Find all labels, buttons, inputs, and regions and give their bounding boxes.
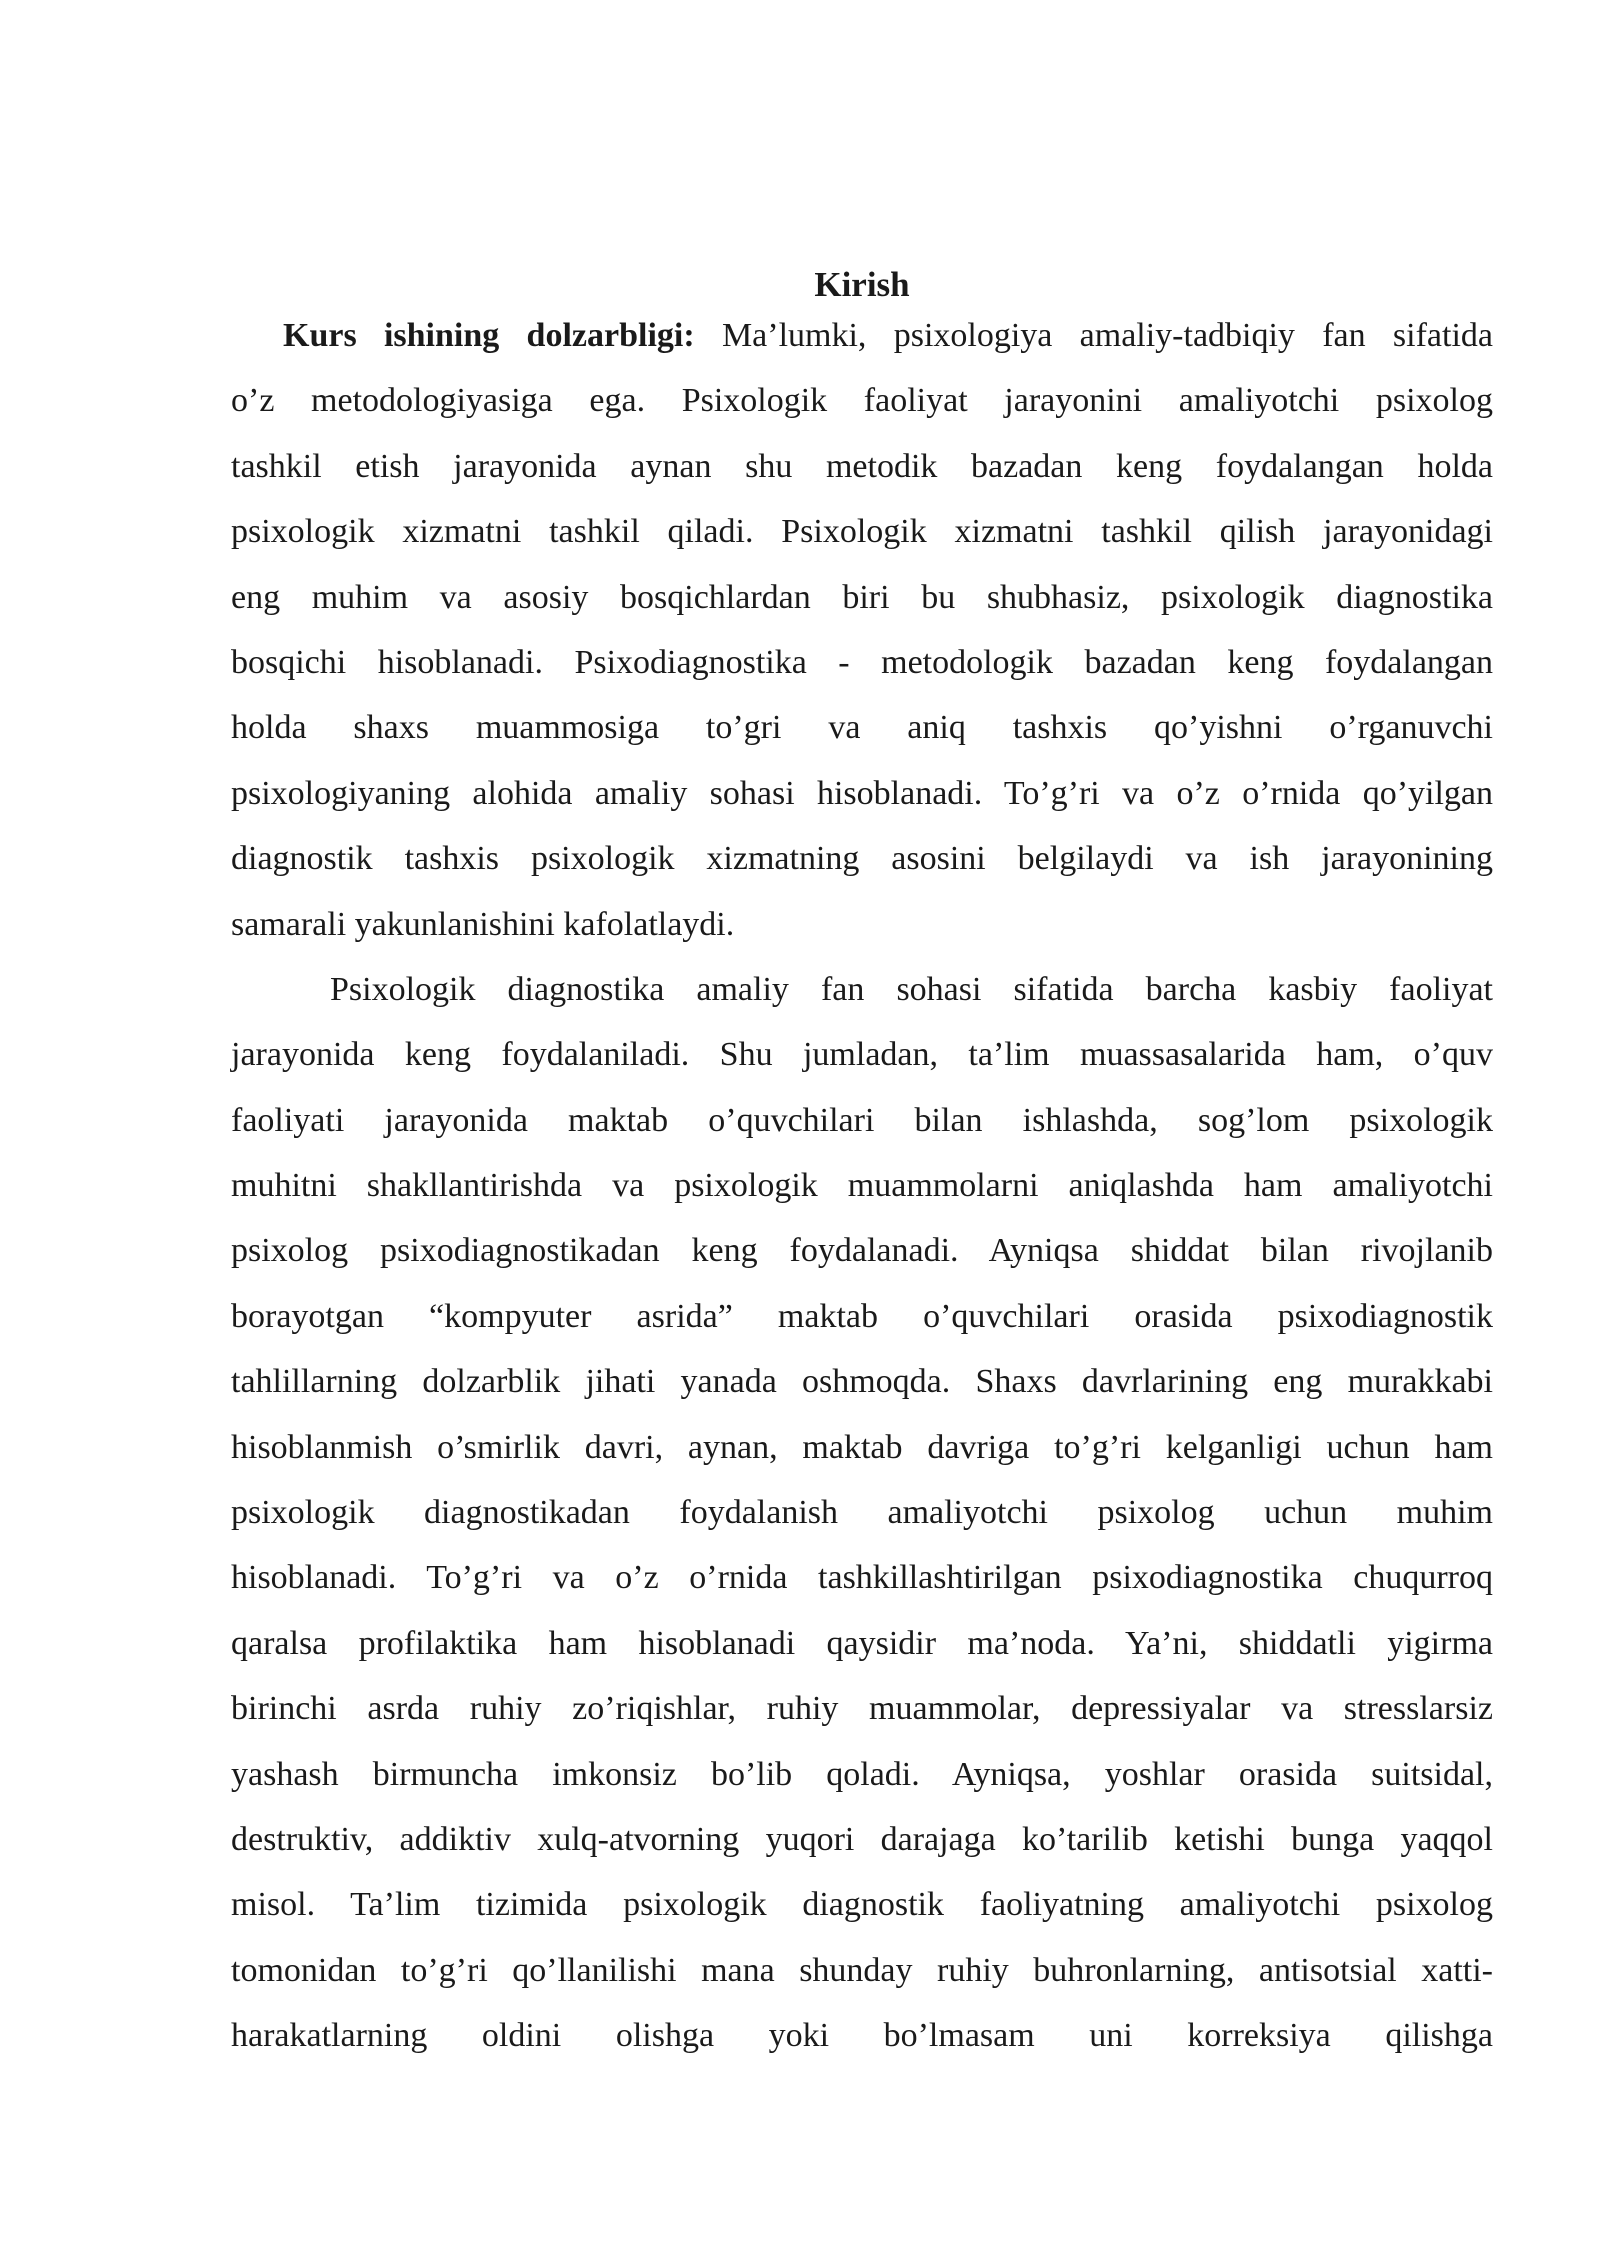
- paragraph-line: qaralsa profilaktika ham hisoblanadi qaysidir ma’noda. Ya’ni, shiddatli yigirma: [231, 1624, 1493, 1662]
- paragraph-line: samarali yakunlanishini kafolatlaydi.: [231, 905, 735, 943]
- paragraph-line: psixologik diagnostikadan foydalanish amaliyotchi psixolog uchun muhim: [231, 1494, 1493, 1532]
- relevance-heading: Kurs ishining dolzarbligi:: [283, 317, 695, 354]
- paragraph-diagnostics: [231, 971, 1493, 2083]
- paragraph-line: birinchi asrda ruhiy zo’riqishlar, ruhiy muammolar, depressiyalar va stresslarsiz: [231, 1690, 1493, 1728]
- paragraph-line: psixologiyaning alohida amaliy sohasi hisoblanadi. To’g’ri va o’z o’rnida qo’yilgan: [231, 774, 1493, 812]
- paragraph-line: diagnostik tashxis psixologik xizmatning asosini belgilaydi va ish jarayonining: [231, 840, 1493, 878]
- paragraph-line: bosqichi hisoblanadi. Psixodiagnostika - metodologik bazadan keng foydalangan: [231, 643, 1493, 681]
- paragraph-line: harakatlarning oldini olishga yoki bo’lmasam uni korreksiya qilishga: [231, 2017, 1493, 2055]
- page-title: Kirish: [814, 265, 910, 304]
- paragraph-relevance: [231, 317, 1493, 971]
- paragraph-line: hisoblanadi. To’g’ri va o’z o’rnida tashkillashtirilgan psixodiagnostika chuqurroq: [231, 1559, 1493, 1597]
- paragraph-text: Ma’lumki, psixologiya amaliy-tadbiqiy fan sifatida: [694, 317, 1493, 354]
- paragraph-line: yashash birmuncha imkonsiz bo’lib qoladi. Ayniqsa, yoshlar orasida suitsidal,: [231, 1755, 1493, 1793]
- paragraph-line: eng muhim va asosiy bosqichlardan biri bu shubhasiz, psixologik diagnostika: [231, 578, 1493, 616]
- paragraph-line: Psixologik diagnostika amaliy fan sohasi sifatida barcha kasbiy faoliyat: [330, 970, 1493, 1008]
- paragraph-line: jarayonida keng foydalaniladi. Shu jumladan, ta’lim muassasalarida ham, o’quv: [231, 1036, 1493, 1074]
- paragraph-line: borayotgan “kompyuter asrida” maktab o’quvchilari orasida psixodiagnostik: [231, 1297, 1493, 1335]
- paragraph-line: psixolog psixodiagnostikadan keng foydalanadi. Ayniqsa shiddat bilan rivojlanib: [231, 1232, 1493, 1270]
- paragraph-line: misol. Ta’lim tizimida psixologik diagnostik faoliyatning amaliyotchi psixolog: [231, 1886, 1493, 1924]
- paragraph-line: destruktiv, addiktiv xulq-atvorning yuqori darajaga ko’tarilib ketishi bunga yaqqol: [231, 1820, 1493, 1858]
- paragraph-line: tomonidan to’g’ri qo’llanilishi mana shunday ruhiy buhronlarning, antisotsial xatti-: [231, 1951, 1493, 1989]
- paragraph-line: holda shaxs muammosiga to’gri va aniq tashxis qo’yishni o’rganuvchi: [231, 709, 1493, 747]
- paragraph-line: hisoblanmish o’smirlik davri, aynan, maktab davriga to’g’ri kelganligi uchun ham: [231, 1428, 1493, 1466]
- document-body: [231, 252, 1493, 2083]
- paragraph-line: tashkil etish jarayonida aynan shu metodik bazadan keng foydalangan holda: [231, 447, 1493, 485]
- paragraph-line: faoliyati jarayonida maktab o’quvchilari bilan ishlashda, sog’lom psixologik: [231, 1101, 1493, 1139]
- paragraph-line: muhitni shakllantirishda va psixologik muammolarni aniqlashda ham amaliyotchi: [231, 1167, 1493, 1205]
- paragraph-line: psixologik xizmatni tashkil qiladi. Psixologik xizmatni tashkil qilish jarayonidagi: [231, 513, 1493, 551]
- paragraph-line: o’z metodologiyasiga ega. Psixologik faoliyat jarayonini amaliyotchi psixolog: [231, 382, 1493, 420]
- paragraph-line: [231, 317, 1493, 382]
- paragraph-line: tahlillarning dolzarblik jihati yanada oshmoqda. Shaxs davrlarining eng murakkabi: [231, 1363, 1493, 1401]
